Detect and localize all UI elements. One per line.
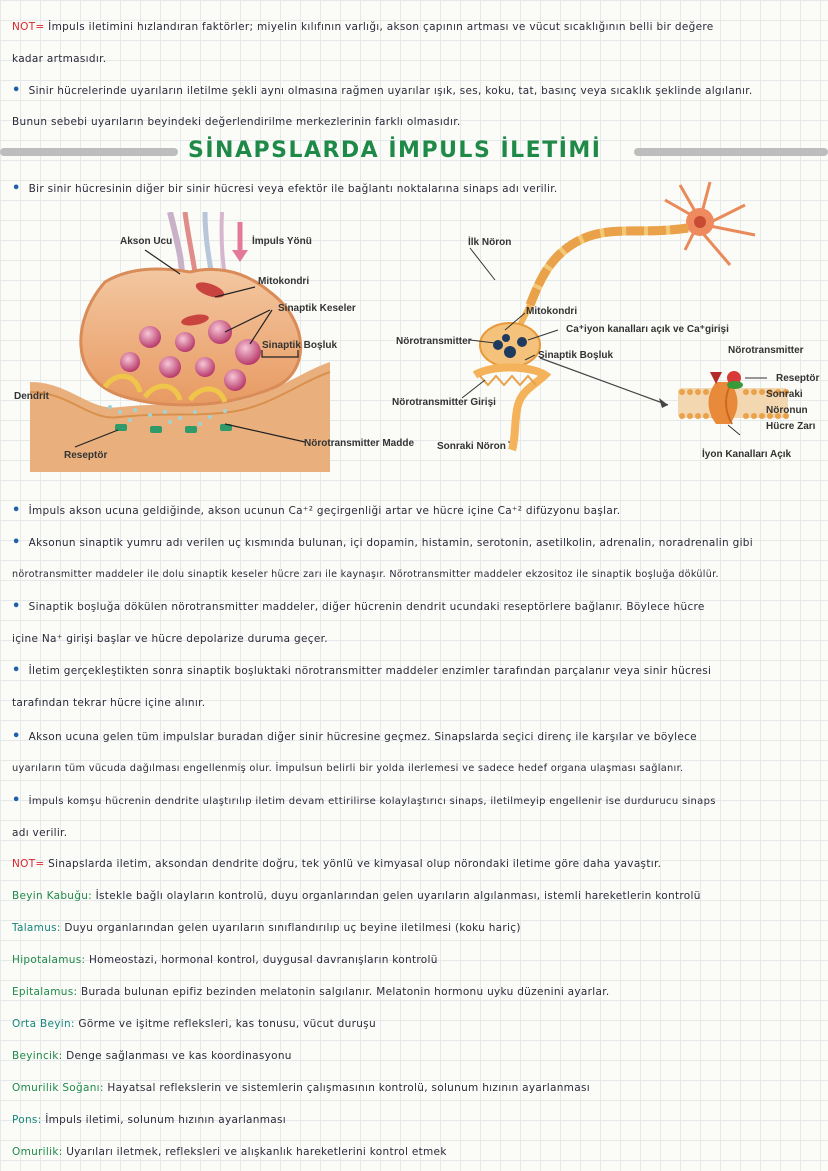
label-ilk-noron: İlk Nöron (468, 237, 512, 248)
bullet-icon: • (12, 181, 21, 196)
section-title-row (0, 138, 828, 164)
section-title: SİNAPSLARDA İMPULS İLETİMİ (188, 138, 602, 163)
synapse-diagram-left (10, 212, 410, 472)
note-1 (12, 20, 713, 34)
brain-part-item: Orta Beyin: Görme ve işitme refleksleri, kas tonusu, vücut duruşu (12, 1018, 376, 1030)
label-reseptor: Reseptör (64, 450, 108, 461)
label-norotransmitter-girisi: Nörotransmitter Girişi (392, 397, 496, 408)
brain-part-item: Pons: İmpuls iletimi, solunum hızının ayarlanması (12, 1114, 286, 1126)
label-sinaptik-keseler: Sinaptik Keseler (278, 303, 356, 314)
label-iyon-kanallari: İyon Kanalları Açık (702, 449, 792, 460)
note-1-cont: kadar artmasıdır. (12, 53, 107, 65)
bullet-icon: • (12, 729, 21, 744)
bullet-selective-resistance-cont: uyarıların tüm vücuda dağılması engellenmiş olur. İmpulsun belirli bir yolda ilerlemesi ve sadece hedef organa ulaşması sağlanır. (12, 763, 684, 774)
note-text: İmpuls iletimini hızlandıran faktörler; miyelin kılıfının varlığı, akson çapının artması ve vücut sıcaklığının belli bir değere (48, 21, 714, 33)
note-2: NOT= Sinapslarda iletim, aksondan dendrite doğru, tek yönlü ve kimyasal olup nörondaki iletime göre daha yavaştır. (12, 858, 662, 870)
brain-part-item: Beyin Kabuğu: İstekle bağlı olayların kontrolü, duyu organlarından gelen uyarıların algılanması, istemli hareketlerin kontrolü (12, 890, 701, 902)
label-impuls-yonu: İmpuls Yönü (252, 236, 312, 247)
label-hucre-zari-3: Hücre Zarı (766, 421, 816, 432)
bullet-icon: • (12, 83, 21, 98)
bullet-vesicles-cont: nörotransmitter maddeler ile dolu sinaptik keseler hücre zarı ile kaynaşır. Nörotransmitter maddeler ekzositoz ile sinaptik boşluğa dökülür. (12, 569, 719, 580)
note-prefix: NOT= (12, 858, 45, 870)
label-norotransmitter-2: Nörotransmitter (728, 345, 804, 356)
label-dendrit: Dendrit (14, 391, 49, 402)
bullet-receptor-binding-cont: içine Na⁺ girişi başlar ve hücre depolarize duruma geçer. (12, 633, 328, 645)
bullet-selective-resistance: • Akson ucuna gelen tüm impulslar buradan diğer sinir hücresine geçmez. Sinapslarda seçici direnç ile karşılar ve böylece (12, 729, 697, 744)
bullet-enzymes: • İletim gerçekleştikten sonra sinaptik boşluktaki nörotransmitter maddeler enzimler tarafından parçalanır veya sinir hücresi (12, 663, 712, 678)
note-prefix: NOT= (12, 21, 45, 33)
bullet-vesicles: • Aksonun sinaptik yumru adı verilen uç kısmında bulunan, içi dopamin, histamin, serotonin, asetilkolin, adrenalin, noradrenalin gibi (12, 535, 753, 550)
label-reseptor-right: Reseptör (776, 373, 820, 384)
title-bar-right (634, 148, 828, 156)
label-mitokondri-right: Mitokondri (526, 306, 578, 317)
label-sinaptik-bosluk-right: Sinaptik Boşluk (538, 350, 614, 361)
bullet-icon: • (12, 599, 21, 614)
brain-part-item: Epitalamus: Burada bulunan epifiz bezinden melatonin salgılanır. Melatonin hormonu uyku düzenini ayarlar. (12, 986, 610, 998)
bullet-synapse-types: • İmpuls komşu hücrenin dendrite ulaştırılıp iletim devam ettirilirse kolaylaştırıcı sinaps, iletilmeyip engellenir ise durdurucu sinaps (12, 793, 716, 808)
title-bar-left (0, 148, 178, 156)
label-norotransmitter-madde: Nörotransmitter Madde (304, 438, 415, 449)
bullet-receptor-binding: • Sinaptik boşluğa dökülen nörotransmitter maddeler, diğer hücrenin dendrit ucundaki reseptörlere bağlanır. Böylece hücre (12, 599, 705, 614)
bullet-icon: • (12, 503, 21, 518)
brain-part-item: Beyincik: Denge sağlanması ve kas koordinasyonu (12, 1050, 292, 1062)
brain-part-item: Hipotalamus: Homeostazi, hormonal kontrol, duygusal davranışların kontrolü (12, 954, 438, 966)
brain-part-item: Talamus: Duyu organlarından gelen uyarıların sınıflandırılıp uç beyine iletilmesi (koku hariç) (12, 922, 521, 934)
brain-part-item: Omurilik Soğanı: Hayatsal reflekslerin ve sistemlerin çalışmasının kontrolü, solunum hızının ayarlanması (12, 1082, 590, 1094)
label-hucre-zari-1: Sonraki (766, 389, 803, 400)
label-sinaptik-bosluk: Sinaptik Boşluk (262, 340, 338, 351)
label-sonraki-noron: Sonraki Nöron (437, 441, 506, 452)
bullet-icon: • (12, 535, 21, 550)
label-akson-ucu: Akson Ucu (120, 236, 173, 247)
bullet-icon: • (12, 663, 21, 678)
brain-part-item: Omurilik: Uyarıları iletmek, refleksleri ve alışkanlık hareketlerini kontrol etmek (12, 1146, 447, 1158)
bullet-synapse-types-cont: adı verilir. (12, 827, 68, 839)
bullet-senses-cont: Bunun sebebi uyarıların beyindeki değerlendirilme merkezlerinin farklı olmasıdır. (12, 116, 461, 128)
label-hucre-zari-2: Nöronun (766, 405, 808, 416)
bullet-ca-diffusion: • İmpuls akson ucuna geldiğinde, akson ucunun Ca⁺² geçirgenliği artar ve hücre içine Ca⁺² difüzyonu başlar. (12, 503, 621, 518)
bullet-senses: • Sinir hücrelerinde uyarıların iletilme şekli aynı olmasına rağmen uyarılar ışık, ses, koku, tat, basınç veya sıcaklık şeklinde algılanır. (12, 83, 753, 98)
label-mitokondri: Mitokondri (258, 276, 310, 287)
bullet-enzymes-cont: tarafından tekrar hücre içine alınır. (12, 697, 206, 709)
label-ca-kanallari: Ca⁺iyon kanalları açık ve Ca⁺girişi (566, 324, 729, 335)
synapse-definition: • Bir sinir hücresinin diğer bir sinir hücresi veya efektör ile bağlantı noktalarına sinaps adı verilir. (12, 181, 558, 196)
bullet-icon: • (12, 793, 21, 808)
label-norotransmitter: Nörotransmitter (396, 336, 472, 347)
